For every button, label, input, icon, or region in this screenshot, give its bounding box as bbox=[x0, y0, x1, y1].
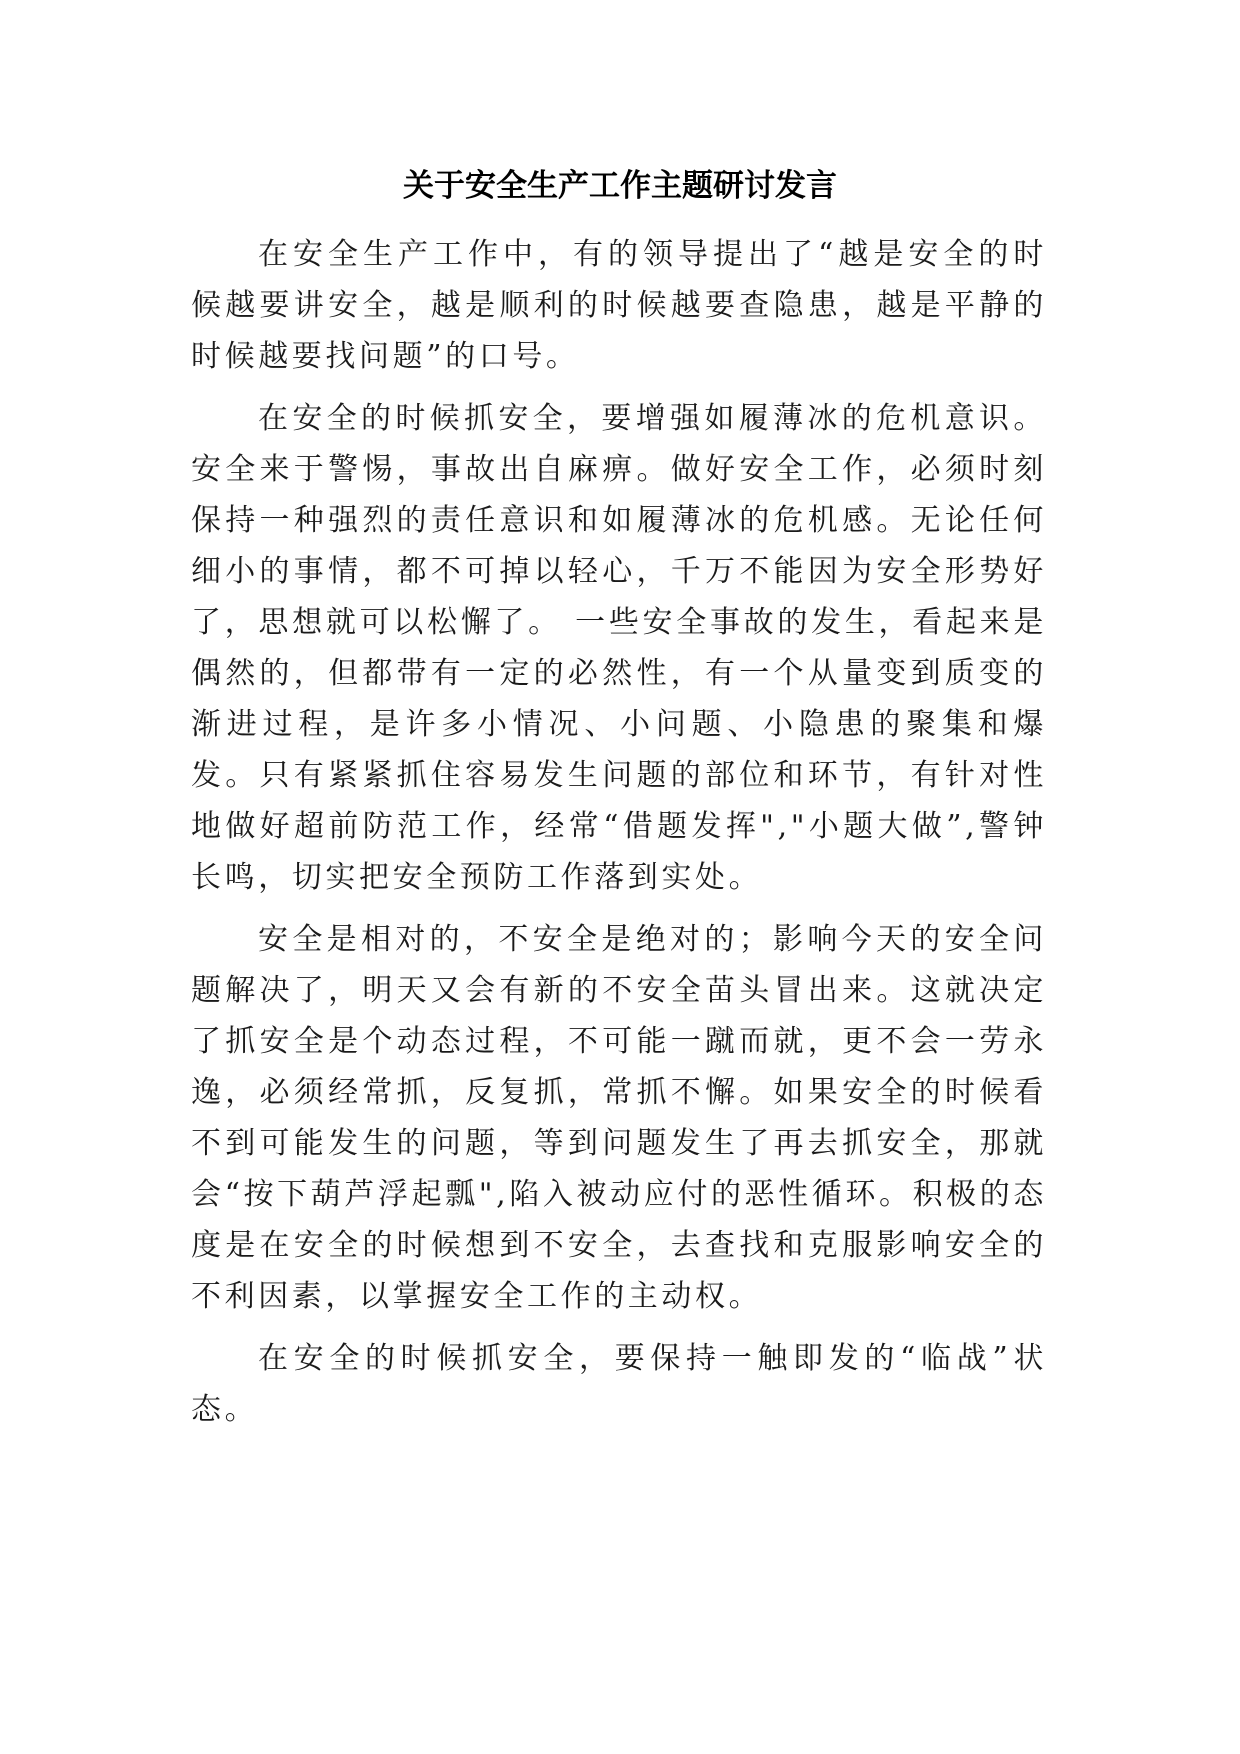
paragraph: 在安全的时候抓安全，要保持一触即发的“临战”状态。 bbox=[191, 1341, 1047, 1427]
paragraph: 安全是相对的，不安全是绝对的；影响今天的安全问题解决了，明天又会有新的不安全苗头冒出来。这就决定了抓安全是个动态过程，不可能一蹴而就，更不会一劳永逸，必须经常抓，反复抓，常抓不懈。如果安全的时候看不到可能发生的问题，等到问题发生了再去抓安全，那就会“按下葫芦浮起瓢",陷入被动应付的恶性循环。积极的态度是在安全的时候想到不安全，去查找和克服影响安全的不利因素，以掌握安全工作的主动权。 bbox=[191, 922, 1047, 1314]
document-title: 关于安全生产工作主题研讨发言 bbox=[403, 168, 837, 204]
document-body bbox=[191, 229, 1047, 1446]
paragraph: 在安全的时候抓安全，要增强如履薄冰的危机意识。安全来于警惕，事故出自麻痹。做好安全工作，必须时刻保持一种强烈的责任意识和如履薄冰的危机感。无论任何细小的事情，都不可掉以轻心，千万不能因为安全形势好了，思想就可以松懈了。 一些安全事故的发生，看起来是偶然的，但都带有一定的必然性，有一个从量变到质变的渐进过程，是许多小情况、小问题、小隐患的聚集和爆发。只有紧紧抓住容易发生问题的部位和环节，有针对性地做好超前防范工作，经常“借题发挥","小题大做”,警钟长鸣，切实把安全预防工作落到实处。 bbox=[191, 401, 1047, 895]
paragraph: 在安全生产工作中，有的领导提出了“越是安全的时候越要讲安全，越是顺利的时候越要查隐患，越是平静的时候越要找问题”的口号。 bbox=[191, 237, 1047, 374]
